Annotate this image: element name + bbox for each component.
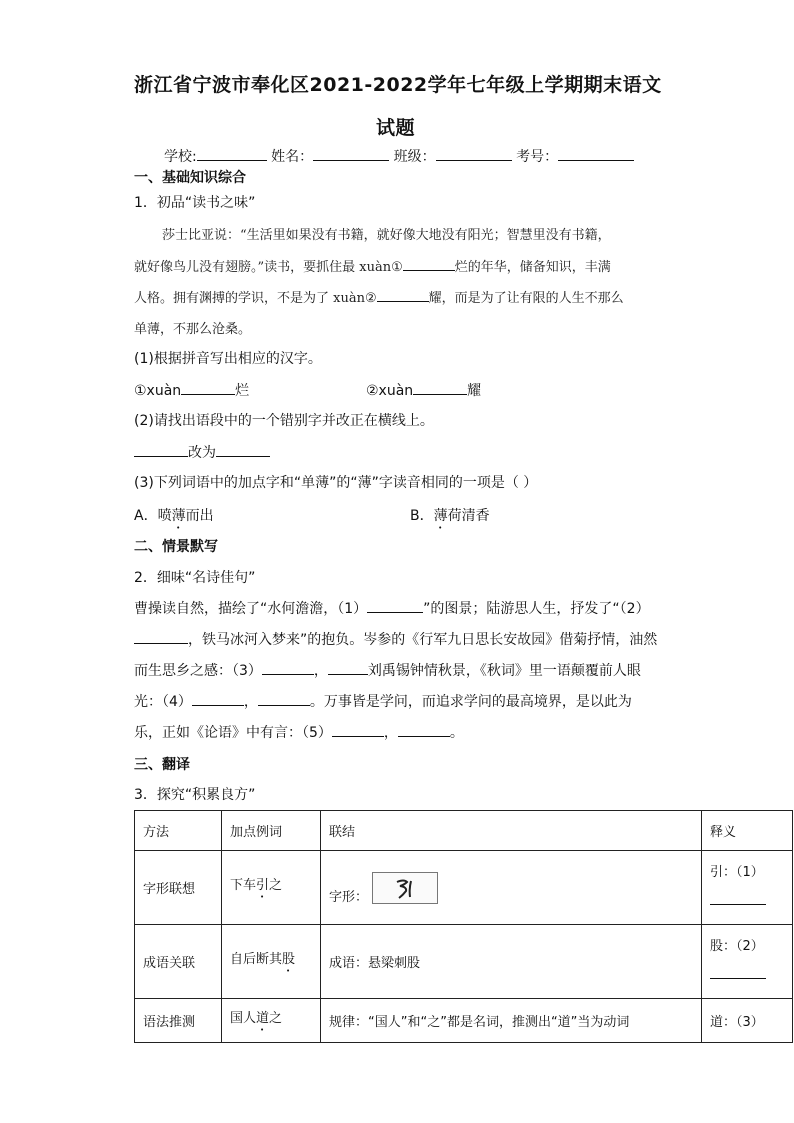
section-heading-1: 一、基础知识综合 [134, 170, 246, 186]
period: 。 [449, 725, 464, 741]
page-title: 浙江省宁波市奉化区2021-2022学年七年级上学期期末语文 [134, 74, 662, 96]
passage-blank-1[interactable] [403, 256, 455, 271]
poem-line-5 [134, 722, 464, 742]
poem-line-3-a: 而生思乡之感：（3） [134, 663, 262, 679]
poem-blank-3b[interactable] [328, 660, 368, 675]
poem-line-1-a: 曹操读自然，描绘了“水何澹澹，（1） [134, 601, 368, 617]
poem-line-4-a: 光：（4） [134, 694, 192, 710]
table-header-cell: 方法 [135, 811, 222, 851]
comma: ， [243, 694, 258, 710]
table-header-cell: 释义 [702, 811, 793, 851]
link-cell: 成语：悬梁刺股 [321, 925, 702, 999]
section-heading-2: 二、情景默写 [134, 539, 218, 555]
option-a-dotted-char: 薄 [171, 508, 186, 524]
explanation-cell [702, 925, 793, 999]
passage-line-3-a: 人格。拥有渊搏的学识，不是为了 xuàn② [134, 291, 377, 306]
exam-number-field[interactable] [558, 146, 634, 161]
question-3-label: 3．探究“积累良方” [134, 787, 256, 803]
table-header-cell: 加点例词 [222, 811, 321, 851]
school-field[interactable] [197, 146, 267, 161]
poem-line-3-b: 刘禹锡钟情秋景，《秋词》里一语颠覆前人眼 [367, 663, 641, 679]
link-cell: 规律：“国人”和“之”都是名词，推测出“道”当为动词 [321, 999, 702, 1043]
sub2-answer-row [134, 442, 270, 462]
poem-blank-5a[interactable] [332, 722, 384, 737]
option-a[interactable] [134, 505, 214, 532]
method-cell: 字形联想 [135, 851, 222, 925]
question-1-label: 1．初品“读书之味” [134, 195, 256, 211]
example-pre: 自后断其 [230, 952, 283, 967]
example-dotted-char: 股 [282, 952, 296, 967]
explanation-label: 股：（2） [710, 939, 764, 954]
example-cell [222, 851, 321, 925]
option-a-post: 而出 [185, 508, 214, 524]
passage-line-2-b: 烂的年华，储备知识，丰满 [454, 260, 611, 275]
example-dotted-char: 道 [256, 1011, 270, 1026]
sub-question-2: (2)请找出语段中的一个错别字并改正在横线上。 [134, 413, 434, 429]
sub2-mid-text: 改为 [188, 445, 216, 461]
poem-line-2-text: ，铁马冰河入梦来”的抱负。岑参的《行军九日思长安故园》借菊抒情，油然 [188, 632, 658, 648]
sub1-a-tail: 烂 [235, 383, 250, 399]
example-post: 之 [269, 878, 283, 893]
table-header-row [135, 811, 793, 851]
comma: ， [313, 663, 328, 679]
table-row [135, 999, 793, 1043]
option-b-pre: B． [410, 508, 434, 524]
explanation-cell: 道：（3） [702, 999, 793, 1043]
name-field[interactable] [313, 146, 389, 161]
poem-blank-4b[interactable] [258, 691, 310, 706]
passage-line-2-a: 就好像鸟儿没有翅膀。”读书，要抓住最 xuàn① [134, 260, 403, 275]
ancient-glyph-image [372, 872, 438, 904]
page-title-line2: 试题 [376, 117, 416, 139]
ancient-glyph-icon [373, 873, 437, 903]
table-header-cell: 联结 [321, 811, 702, 851]
table-row [135, 851, 793, 925]
option-b[interactable] [410, 505, 490, 532]
explanation-cell [702, 851, 793, 925]
passage-blank-2[interactable] [377, 287, 429, 302]
sub1-b-blank[interactable] [413, 380, 467, 395]
explanation-blank-2[interactable] [710, 964, 766, 979]
sub-question-1: (1)根据拼音写出相应的汉字。 [134, 351, 322, 367]
sub1-a-blank[interactable] [181, 380, 235, 395]
explanation-blank-1[interactable] [710, 890, 766, 905]
passage-line-2 [134, 256, 611, 275]
method-table [134, 810, 793, 1043]
example-dotted-char: 引 [256, 878, 270, 893]
poem-line-5-a: 乐，正如《论语》中有言：（5） [134, 725, 332, 741]
passage-line-1: 莎士比亚说：“生活里如果没有书籍，就好像大地没有阳光；智慧里没有书籍， [162, 228, 611, 243]
poem-blank-4a[interactable] [192, 691, 244, 706]
poem-line-1-b: ”的图景；陆游思人生，抒发了“（2） [423, 601, 650, 617]
link-cell [321, 851, 702, 925]
poem-blank-2[interactable] [134, 629, 188, 644]
class-label: 班级： [393, 149, 436, 165]
poem-line-2 [134, 629, 657, 649]
method-cell: 成语关联 [135, 925, 222, 999]
table-row [135, 925, 793, 999]
poem-line-4-b: 。万事皆是学问，而追求学问的最高境界，是以此为 [309, 694, 632, 710]
example-cell [222, 999, 321, 1043]
option-a-pre: A．喷 [134, 508, 172, 524]
passage-line-3-b: 耀，而是为了让有限的人生不那么 [428, 291, 624, 306]
example-pre: 国人 [230, 1011, 257, 1026]
example-cell [222, 925, 321, 999]
sub2-wrong-blank[interactable] [134, 442, 188, 457]
passage-line-4: 单薄，不那么沧桑。 [134, 322, 252, 337]
example-pre: 下车 [230, 878, 257, 893]
sub1-b-label: ②xuàn [366, 383, 414, 399]
name-label: 姓名： [271, 149, 314, 165]
method-cell: 语法推测 [135, 999, 222, 1043]
section-heading-3: 三、翻译 [134, 757, 190, 773]
poem-line-4 [134, 691, 632, 711]
school-label: 学校: [164, 149, 197, 165]
student-info-row [164, 146, 634, 166]
sub2-correct-blank[interactable] [216, 442, 270, 457]
poem-blank-1[interactable] [367, 598, 423, 613]
poem-line-3 [134, 660, 641, 680]
sub1-answer-a [134, 380, 249, 400]
sub1-b-tail: 耀 [467, 383, 482, 399]
passage-line-3 [134, 287, 624, 306]
exam-number-label: 考号： [516, 149, 559, 165]
option-b-post: 荷清香 [447, 508, 490, 524]
poem-blank-3a[interactable] [262, 660, 314, 675]
link-text: 字形： [329, 890, 369, 905]
sub1-a-label: ①xuàn [134, 383, 182, 399]
sub-question-3: (3)下列词语中的加点字和“单薄”的“薄”字读音相同的一项是（ ） [134, 475, 538, 491]
explanation-label: 引：（1） [710, 865, 764, 880]
poem-line-1 [134, 598, 650, 618]
sub1-answer-b [366, 380, 481, 400]
poem-blank-5b[interactable] [398, 722, 450, 737]
option-b-dotted-char: 薄 [433, 508, 448, 524]
question-2-label: 2．细味“名诗佳句” [134, 570, 256, 586]
example-post: 之 [269, 1011, 283, 1026]
class-field[interactable] [436, 146, 512, 161]
comma: ， [383, 725, 398, 741]
